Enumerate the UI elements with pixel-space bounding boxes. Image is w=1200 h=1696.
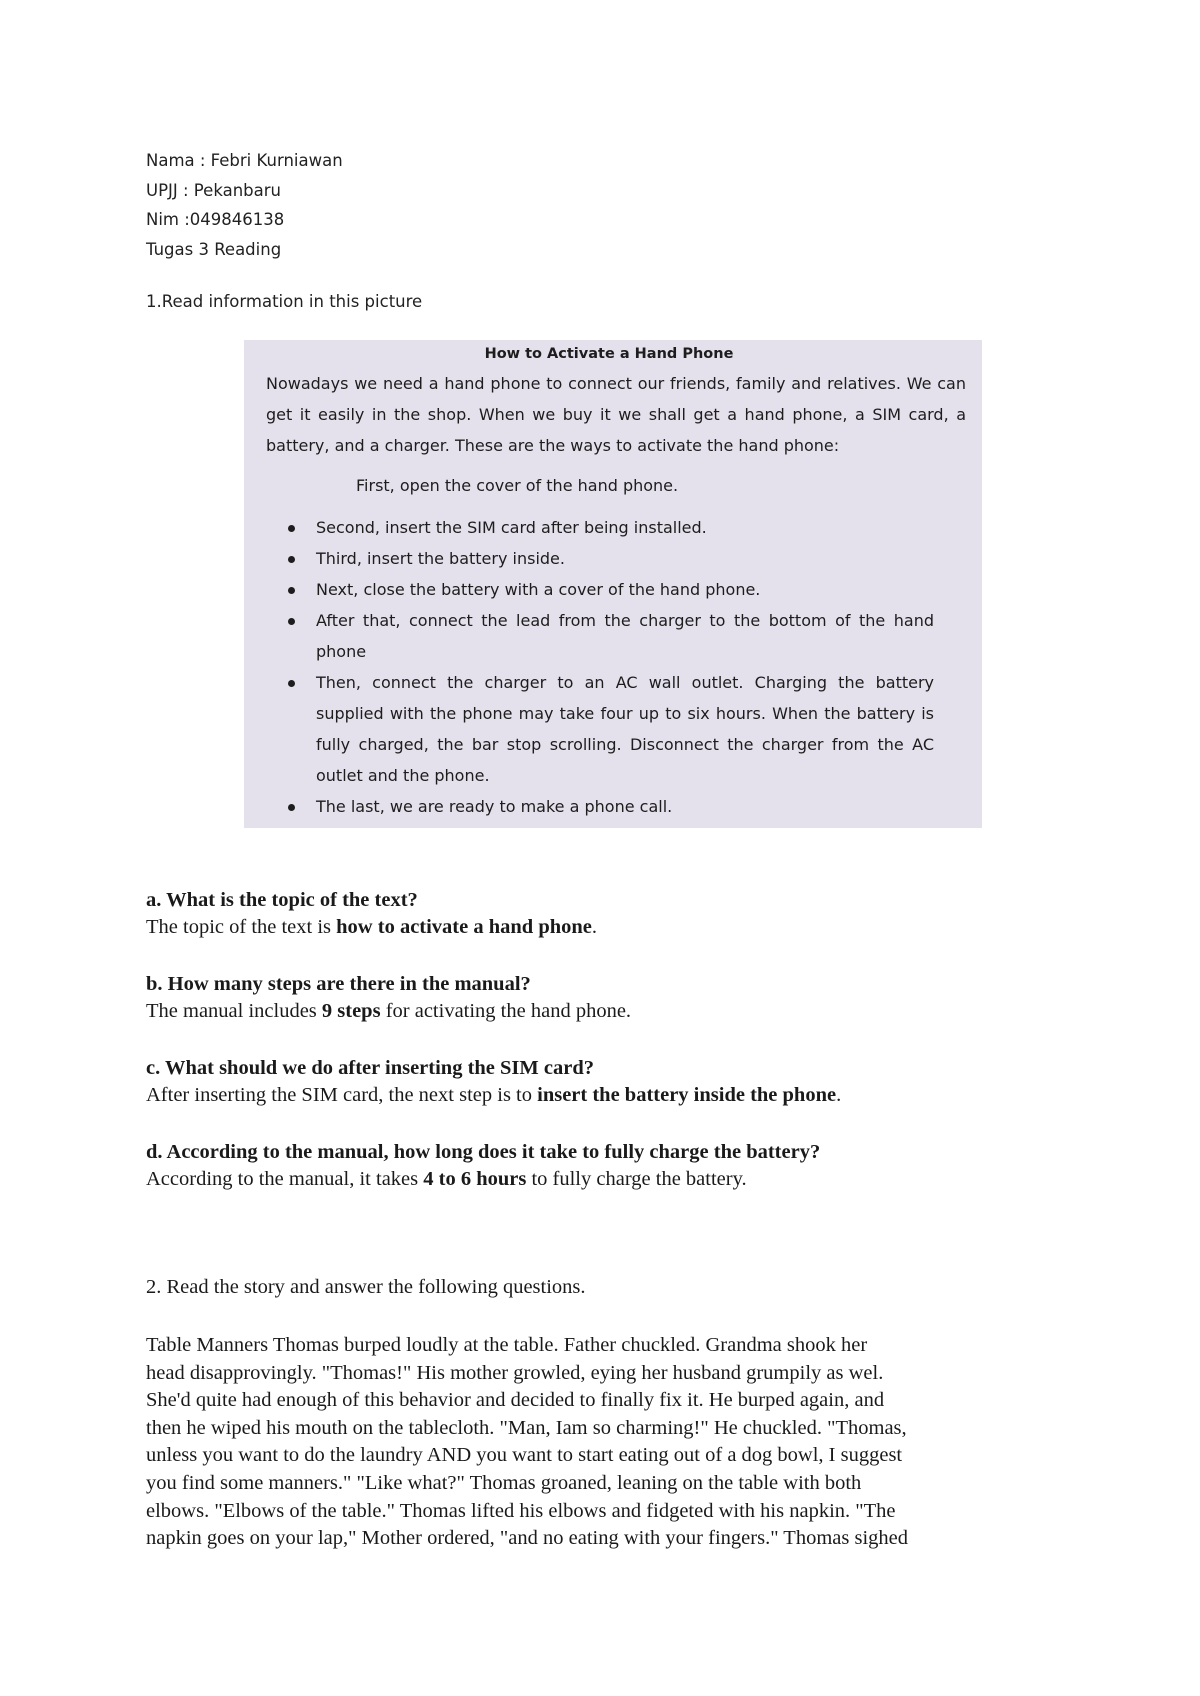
manual-steps-list: [282, 512, 934, 822]
manual-intro: Nowadays we need a hand phone to connect our friends, family and relatives. We can get it easily in the shop. When we buy it we shall get a hand phone, a SIM card, a battery, and a charger. These are the ways to activate the hand phone:: [266, 374, 966, 455]
qa-block-a: [146, 887, 1076, 941]
question-c: c. What should we do after inserting the SIM card?: [146, 1057, 594, 1079]
manual-picture: [244, 340, 982, 828]
bullet-icon: [288, 587, 295, 594]
story-line: napkin goes on your lap," Mother ordered, "and no eating with your fingers." Thomas sighed: [146, 1527, 909, 1550]
bullet-icon: [288, 618, 295, 625]
manual-first-step: First, open the cover of the hand phone.: [356, 476, 679, 495]
student-nim: Nim :049846138: [146, 210, 285, 229]
bullet-icon: [288, 525, 295, 532]
student-info: [146, 146, 343, 264]
bullet-icon: [288, 680, 295, 687]
story-text: [146, 1332, 1066, 1553]
bullet-icon: [288, 804, 295, 811]
story-line: head disapprovingly. "Thomas!" His mother growled, eying her husband grumpily as wel.: [146, 1361, 884, 1384]
story-line: Table Manners Thomas burped loudly at the table. Father chuckled. Grandma shook her: [146, 1334, 868, 1356]
student-upjj: UPJJ : Pekanbaru: [146, 180, 281, 200]
question-b: b. How many steps are there in the manual?: [146, 973, 531, 995]
bullet-icon: [288, 556, 295, 563]
qa-block-c: [146, 1055, 1076, 1109]
question1-prompt: 1.Read information in this picture: [146, 292, 423, 311]
answer-d: According to the manual, it takes 4 to 6 hours to fully charge the battery.: [146, 1168, 747, 1190]
question2-prompt: 2. Read the story and answer the following questions.: [146, 1276, 586, 1298]
manual-title: How to Activate a Hand Phone: [484, 346, 734, 362]
manual-step: After that, connect the lead from the charger to the bottom of the hand phone: [282, 605, 934, 667]
manual-step: Second, insert the SIM card after being installed.: [282, 512, 934, 543]
story-line: you find some manners." "Like what?" Thomas groaned, leaning on the table with both: [146, 1471, 862, 1494]
story-line: She'd quite had enough of this behavior and decided to finally fix it. He burped again, and: [146, 1389, 885, 1412]
story-line: unless you want to do the laundry AND you want to start eating out of a dog bowl, I suggest: [146, 1444, 903, 1467]
answer-a: The topic of the text is how to activate a hand phone.: [146, 916, 597, 938]
story-line: then he wiped his mouth on the tablecloth. "Man, Iam so charming!" He chuckled. "Thomas,: [146, 1416, 907, 1439]
question-a: a. What is the topic of the text?: [146, 889, 418, 911]
manual-step: Then, connect the charger to an AC wall outlet. Charging the battery supplied with the phone may take four up to six hours. When the battery is fully charged, the bar stop scrolling. Disconnect the charger from the AC outlet and the phone.: [282, 667, 934, 791]
manual-step: Next, close the battery with a cover of the hand phone.: [282, 574, 934, 605]
task-title: Tugas 3 Reading: [146, 239, 282, 259]
qa-block-d: [146, 1139, 1076, 1193]
answer-c: After inserting the SIM card, the next step is to insert the battery inside the phone.: [146, 1084, 842, 1106]
story-line: elbows. "Elbows of the table." Thomas lifted his elbows and fidgeted with his napkin. "The: [146, 1499, 896, 1522]
answer-b: The manual includes 9 steps for activating the hand phone.: [146, 1000, 632, 1022]
question-d: d. According to the manual, how long does it take to fully charge the battery?: [146, 1141, 821, 1163]
qa-block-b: [146, 971, 1076, 1025]
student-name: Nama : Febri Kurniawan: [146, 151, 343, 170]
manual-step: The last, we are ready to make a phone call.: [282, 791, 934, 822]
manual-step: Third, insert the battery inside.: [282, 543, 934, 574]
